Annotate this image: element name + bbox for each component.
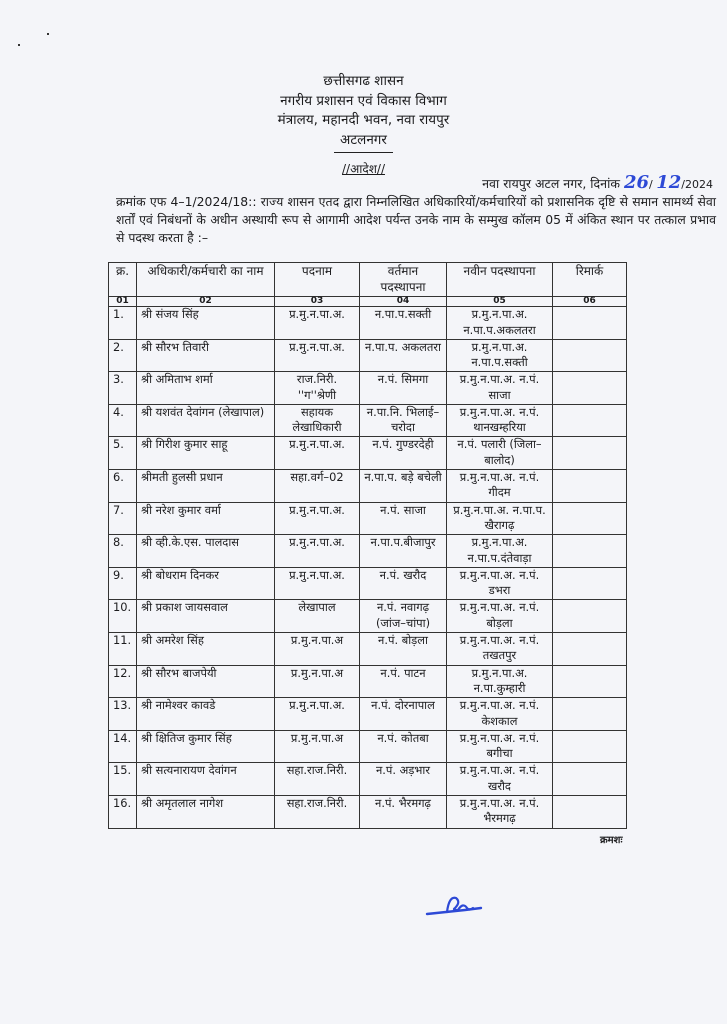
cell-current-posting: न.पं. गुण्डरदेही bbox=[360, 437, 447, 470]
cell-designation: सहा.राज.निरी. bbox=[275, 795, 360, 828]
cell-current-posting: न.पा.प.बीजापुर bbox=[360, 535, 447, 568]
cell-current-posting: न.पं. खरौद bbox=[360, 567, 447, 600]
dateline: नवा रायपुर अटल नगर, दिनांक 26/ 12/2024 bbox=[482, 172, 713, 193]
cell-new-posting: प्र.मु.न.पा.अ. न.पं. तखतपुर bbox=[447, 632, 553, 665]
cell-designation: प्र.मु.न.पा.अ bbox=[275, 632, 360, 665]
cell-remark bbox=[553, 339, 627, 372]
transfer-table bbox=[108, 262, 627, 829]
cell-designation: प्र.मु.न.पा.अ. bbox=[275, 502, 360, 535]
table-header-row bbox=[109, 263, 627, 297]
cell-remark bbox=[553, 763, 627, 796]
column-number-row bbox=[109, 297, 627, 307]
cell-serial: 1. bbox=[109, 307, 137, 340]
cell-current-posting: न.पा.प. अकलतरा bbox=[360, 339, 447, 372]
col-header-designation: पदनाम bbox=[275, 263, 360, 297]
cell-designation: सहायक लेखाधिकारी bbox=[275, 404, 360, 437]
letterhead-address: मंत्रालय, महानदी भवन, नवा रायपुर bbox=[277, 112, 450, 128]
cell-remark bbox=[553, 665, 627, 698]
cell-new-posting: प्र.मु.न.पा.अ. न.पा.प.दंतेवाड़ा bbox=[447, 535, 553, 568]
table-row bbox=[109, 698, 627, 731]
continued-label: क्रमशः bbox=[600, 835, 623, 846]
cell-name: श्री नामेश्वर कावडे bbox=[137, 698, 275, 731]
cell-remark bbox=[553, 698, 627, 731]
cell-remark bbox=[553, 730, 627, 763]
cell-new-posting: प्र.मु.न.पा.अ. न.पं. थानखम्हरिया bbox=[447, 404, 553, 437]
cell-name: श्री प्रकाश जायसवाल bbox=[137, 600, 275, 633]
date-year: 2024 bbox=[685, 178, 713, 191]
letterhead-city: अटलनगर bbox=[334, 131, 393, 154]
cell-serial: 11. bbox=[109, 632, 137, 665]
cell-serial: 13. bbox=[109, 698, 137, 731]
cell-designation: प्र.मु.न.पा.अ. bbox=[275, 437, 360, 470]
cell-name: श्री सत्यनारायण देवांगन bbox=[137, 763, 275, 796]
cell-serial: 16. bbox=[109, 795, 137, 828]
letterhead-government: छत्तीसगढ शासन bbox=[323, 73, 404, 89]
cell-name: श्री यशवंत देवांगन (लेखापाल) bbox=[137, 404, 275, 437]
col-number: 05 bbox=[447, 297, 553, 307]
table-row bbox=[109, 665, 627, 698]
cell-remark bbox=[553, 502, 627, 535]
cell-current-posting: न.पं. भैरमगढ़ bbox=[360, 795, 447, 828]
cell-new-posting: न.पं. पलारी (जिला–बालोद) bbox=[447, 437, 553, 470]
cell-current-posting: न.पं. अड़भार bbox=[360, 763, 447, 796]
cell-remark bbox=[553, 600, 627, 633]
col-header-current-posting: वर्तमान पदस्थापना bbox=[360, 263, 447, 297]
dateline-prefix: नवा रायपुर अटल नगर, दिनांक bbox=[482, 176, 620, 191]
cell-designation: प्र.मु.न.पा.अ. bbox=[275, 535, 360, 568]
cell-new-posting: प्र.मु.न.पा.अ. न.पं. भैरमगढ़ bbox=[447, 795, 553, 828]
cell-name: श्री संजय सिंह bbox=[137, 307, 275, 340]
cell-current-posting: न.पं. नवागढ़ (जांज–चांपा) bbox=[360, 600, 447, 633]
cell-new-posting: प्र.मु.न.पा.अ. न.पं. डभरा bbox=[447, 567, 553, 600]
cell-new-posting: प्र.मु.न.पा.अ. न.पं. केशकाल bbox=[447, 698, 553, 731]
table-row bbox=[109, 730, 627, 763]
table-row bbox=[109, 339, 627, 372]
cell-name: श्री सौरभ तिवारी bbox=[137, 339, 275, 372]
cell-name: श्री क्षितिज कुमार सिंह bbox=[137, 730, 275, 763]
cell-new-posting: प्र.मु.न.पा.अ. न.पं. बोड़ला bbox=[447, 600, 553, 633]
cell-serial: 8. bbox=[109, 535, 137, 568]
cell-name: श्री नरेश कुमार वर्मा bbox=[137, 502, 275, 535]
cell-name: श्री अमृतलाल नागेश bbox=[137, 795, 275, 828]
cell-designation: सहा.वर्ग–02 bbox=[275, 469, 360, 502]
cell-new-posting: प्र.मु.न.पा.अ. न.पा.प. खैरागढ़ bbox=[447, 502, 553, 535]
table-row bbox=[109, 567, 627, 600]
cell-current-posting: न.पं. साजा bbox=[360, 502, 447, 535]
cell-remark bbox=[553, 437, 627, 470]
cell-remark bbox=[553, 404, 627, 437]
order-title: //आदेश// bbox=[342, 162, 385, 176]
cell-new-posting: प्र.मु.न.पा.अ. न.पं. बगीचा bbox=[447, 730, 553, 763]
table-row bbox=[109, 469, 627, 502]
col-number: 01 bbox=[109, 297, 137, 307]
cell-current-posting: न.पा.नि. भिलाई–चरोदा bbox=[360, 404, 447, 437]
col-header-name: अधिकारी/कर्मचारी का नाम bbox=[137, 263, 275, 297]
cell-remark bbox=[553, 632, 627, 665]
cell-remark bbox=[553, 567, 627, 600]
cell-designation: प्र.मु.न.पा.अ. bbox=[275, 307, 360, 340]
cell-remark bbox=[553, 795, 627, 828]
cell-serial: 6. bbox=[109, 469, 137, 502]
cell-serial: 3. bbox=[109, 372, 137, 405]
cell-serial: 12. bbox=[109, 665, 137, 698]
cell-new-posting: प्र.मु.न.पा.अ. न.पा.प.अकलतरा bbox=[447, 307, 553, 340]
signature bbox=[425, 890, 485, 920]
cell-serial: 7. bbox=[109, 502, 137, 535]
cell-remark bbox=[553, 307, 627, 340]
col-header-new-posting: नवीन पदस्थापना bbox=[447, 263, 553, 297]
cell-new-posting: प्र.मु.न.पा.अ. न.पं. साजा bbox=[447, 372, 553, 405]
cell-current-posting: न.पा.प.सक्ती bbox=[360, 307, 447, 340]
cell-remark bbox=[553, 372, 627, 405]
col-number: 03 bbox=[275, 297, 360, 307]
cell-serial: 10. bbox=[109, 600, 137, 633]
cell-new-posting: प्र.मु.न.पा.अ. न.पं. गीदम bbox=[447, 469, 553, 502]
cell-new-posting: प्र.मु.न.पा.अ. न.पा.प.सक्ती bbox=[447, 339, 553, 372]
table-row bbox=[109, 502, 627, 535]
table-row bbox=[109, 307, 627, 340]
cell-name: श्री व्ही.के.एस. पालदास bbox=[137, 535, 275, 568]
cell-designation: प्र.मु.न.पा.अ. bbox=[275, 698, 360, 731]
table-row bbox=[109, 795, 627, 828]
col-number: 02 bbox=[137, 297, 275, 307]
table-row bbox=[109, 535, 627, 568]
cell-name: श्री गिरीश कुमार साहू bbox=[137, 437, 275, 470]
cell-name: श्रीमती हुलसी प्रधान bbox=[137, 469, 275, 502]
cell-current-posting: न.पं. दोरनापाल bbox=[360, 698, 447, 731]
cell-designation: राज.निरी. ''ग''श्रेणी bbox=[275, 372, 360, 405]
cell-remark bbox=[553, 469, 627, 502]
letterhead bbox=[0, 72, 727, 153]
cell-new-posting: प्र.मु.न.पा.अ. न.पं. खरौद bbox=[447, 763, 553, 796]
order-body-text: क्रमांक एफ 4–1/2024/18:: राज्य शासन एतद द्वारा निम्नलिखित अधिकारियों/कर्मचारियों को प्रशासनिक दृष्टि से समान सामर्थ्य सेवा शर्तों एवं निबंधनों के अधीन अस्थायी रूप से आगामी आदेश पर्यन्त उनके नाम के सम्मुख कॉलम 05 में अंकित स्थान पर तत्काल प्रभाव से पदस्थ करता है :– bbox=[116, 194, 716, 245]
table-row bbox=[109, 600, 627, 633]
cell-serial: 15. bbox=[109, 763, 137, 796]
cell-designation: प्र.मु.न.पा.अ. bbox=[275, 567, 360, 600]
cell-designation: प्र.मु.न.पा.अ bbox=[275, 730, 360, 763]
cell-name: श्री सौरभ बाजपेयी bbox=[137, 665, 275, 698]
col-number: 06 bbox=[553, 297, 627, 307]
cell-current-posting: न.पं. बोड़ला bbox=[360, 632, 447, 665]
cell-current-posting: न.पं. कोतबा bbox=[360, 730, 447, 763]
table-row bbox=[109, 763, 627, 796]
cell-current-posting: न.पा.प. बड़े बचेली bbox=[360, 469, 447, 502]
cell-designation: लेखापाल bbox=[275, 600, 360, 633]
date-day-handwritten: 26 bbox=[623, 172, 650, 193]
table-row bbox=[109, 632, 627, 665]
cell-serial: 14. bbox=[109, 730, 137, 763]
cell-designation: सहा.राज.निरी. bbox=[275, 763, 360, 796]
col-header-remark: रिमार्क bbox=[553, 263, 627, 297]
cell-name: श्री बोधराम दिनकर bbox=[137, 567, 275, 600]
cell-name: श्री अमिताभ शर्मा bbox=[137, 372, 275, 405]
cell-designation: प्र.मु.न.पा.अ. bbox=[275, 339, 360, 372]
date-month-handwritten: 12 bbox=[656, 172, 682, 193]
cell-serial: 2. bbox=[109, 339, 137, 372]
col-header-serial: क्र. bbox=[109, 263, 137, 297]
cell-serial: 9. bbox=[109, 567, 137, 600]
cell-name: श्री अमरेश सिंह bbox=[137, 632, 275, 665]
letterhead-department: नगरीय प्रशासन एवं विकास विभाग bbox=[280, 92, 447, 109]
col-number: 04 bbox=[360, 297, 447, 307]
cell-serial: 4. bbox=[109, 404, 137, 437]
cell-remark bbox=[553, 535, 627, 568]
table-row bbox=[109, 404, 627, 437]
cell-current-posting: न.पं. पाटन bbox=[360, 665, 447, 698]
scan-speck bbox=[18, 44, 20, 46]
cell-serial: 5. bbox=[109, 437, 137, 470]
cell-designation: प्र.मु.न.पा.अ bbox=[275, 665, 360, 698]
cell-new-posting: प्र.मु.न.पा.अ. न.पा.कुम्हारी bbox=[447, 665, 553, 698]
scan-speck bbox=[47, 33, 49, 35]
table-row bbox=[109, 437, 627, 470]
cell-current-posting: न.पं. सिमगा bbox=[360, 372, 447, 405]
table-row bbox=[109, 372, 627, 405]
